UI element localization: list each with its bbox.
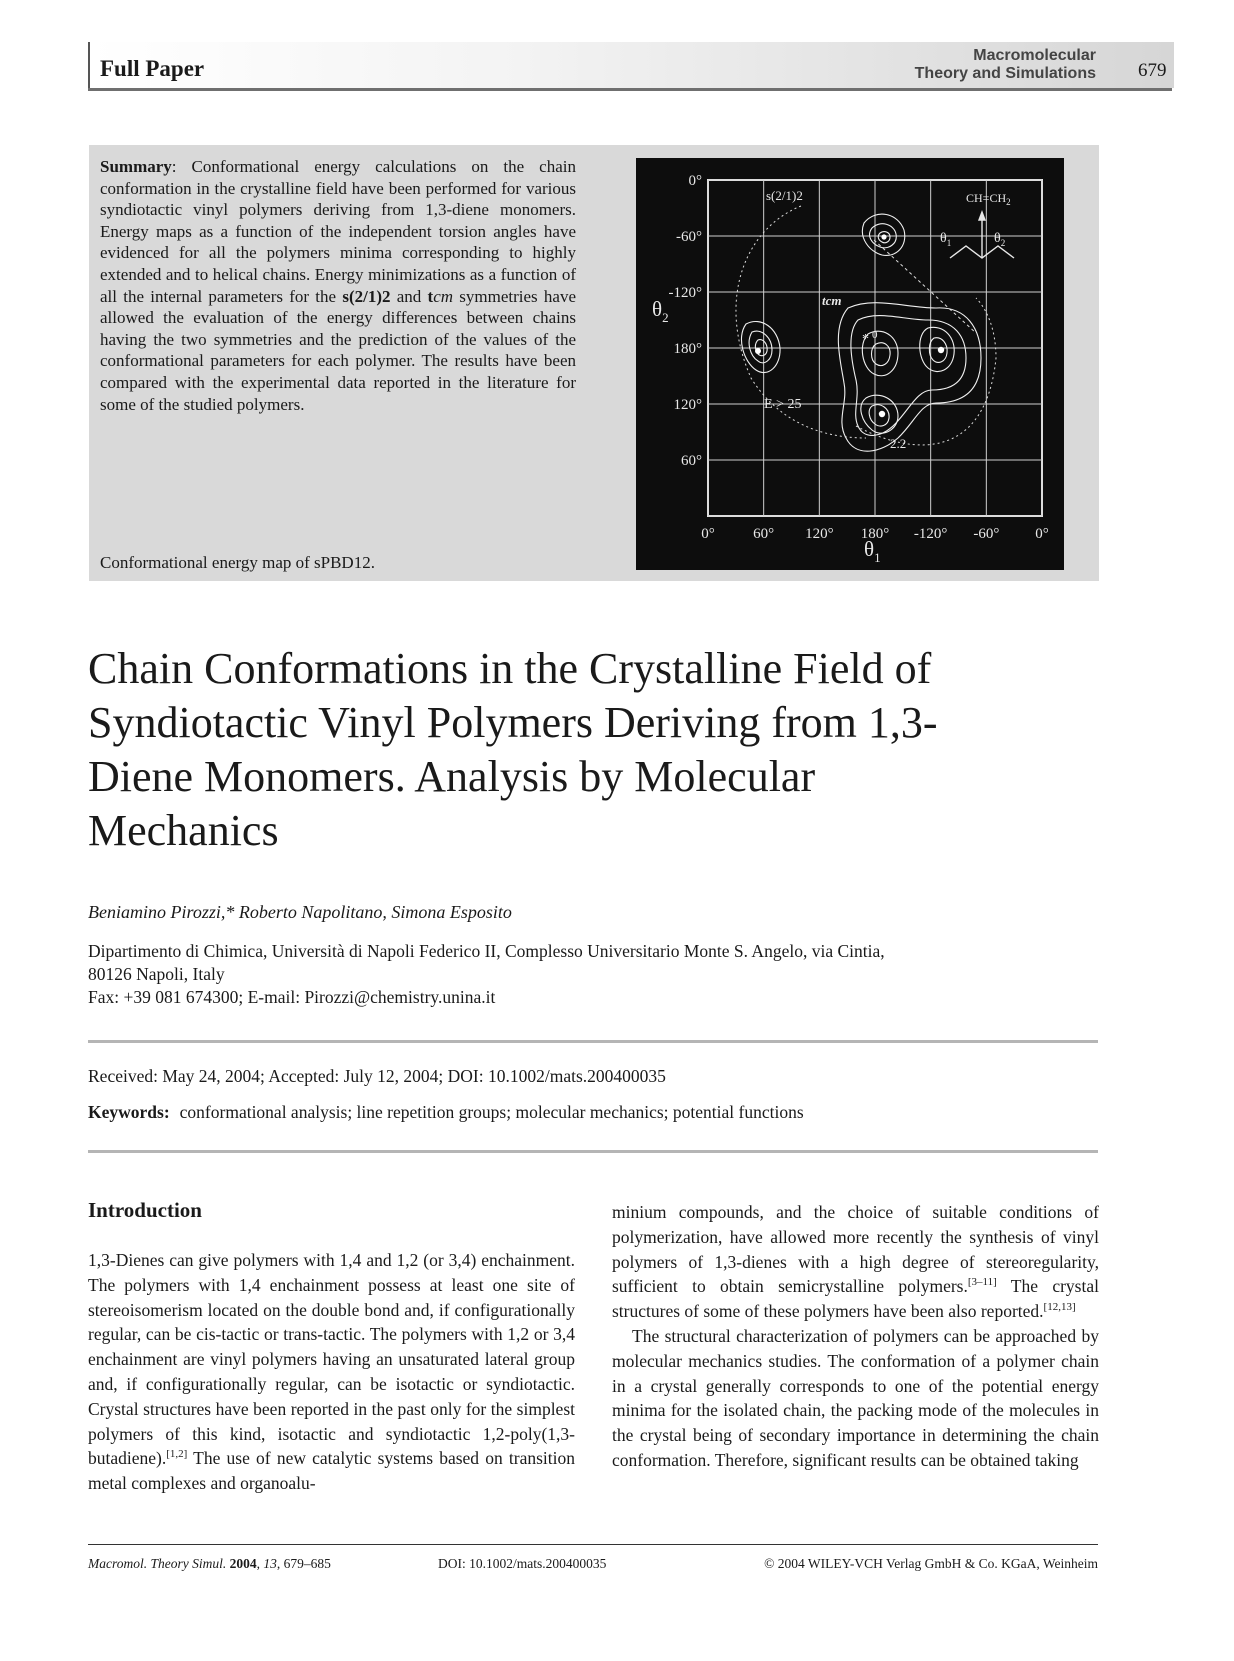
footer-journal: Macromol. Theory Simul. [88,1556,227,1571]
contour-region-main [838,303,981,452]
keywords-label: Keywords: [88,1102,170,1122]
x-tick-label: -120° [913,526,948,542]
summary-text-3: symmetries have allowed the evaluation of the energy differences between chains having the two symmetries and the prediction of the values of the conformational parameters for each polymer. The results have been compared with the experimental data reported in the literature for some of the studied polymers. [100,286,577,414]
y-tick-label: 120° [673,397,702,413]
footer-doi: DOI: 10.1002/mats.200400035 [438,1556,607,1571]
y-tick-label: -120° [668,285,702,301]
helix-dashed-line [874,240,976,333]
minimum-dot-upper [881,234,886,239]
y-tick-label: 180° [673,341,702,357]
affiliation [88,940,1048,1009]
intro-text-1b: The use of new catalytic systems based on transition metal complexes and organoalu- [88,1448,575,1494]
symmetry-tcm-cm: cm [433,286,454,306]
y-tick-label: 0° [688,173,702,189]
label-zero: 0 [872,329,878,341]
footer-year: 2004 [229,1556,257,1571]
y-axis-symbol: θ [652,297,663,321]
authors: Beniamino Pirozzi,* Roberto Napolitano, Simona Esposito [88,902,512,922]
y-tick-label: -60° [676,229,702,245]
label-chch2: CH=CH [966,191,1007,205]
x-tick-label: 120° [805,526,834,542]
citation-12-13: [12,13] [1043,1301,1076,1314]
x-tick-labels [701,526,1049,542]
publication-dates: Received: May 24, 2004; Accepted: July 12, 2004; DOI: 10.1002/mats.200400035 [88,1066,666,1086]
x-tick-label: 60° [753,526,775,542]
divider-top [88,1040,1098,1043]
summary-label: Summary [100,157,172,176]
affiliation-contact: Fax: +39 081 674300; E-mail: Pirozzi@chemistry.unina.it [88,987,496,1007]
divider-bottom [88,1150,1098,1153]
y-axis-subscript: 2 [662,310,669,325]
page-number: 679 [1138,60,1167,81]
citation-3-11: [3–11] [967,1276,997,1289]
grid-lines [708,180,1042,516]
article-title: Chain Conformations in the Crystalline Field of Syndiotactic Vinyl Polymers Deriving from 1,3-Diene Monomers. Analysis by Molecular Mechanics [88,644,938,855]
label-s21: s(2/1)2 [766,188,803,203]
intro-paragraph-1-continued [612,1200,1099,1324]
label-theta2-sub: 2 [1000,238,1006,248]
footer-citation: Macromol. Theory Simul. 2004, 13, 679–685 [88,1556,331,1571]
footer-copyright: © 2004 WILEY-VCH Verlag GmbH & Co. KGaA, Weinheim [764,1556,1098,1571]
intro-text-2a: minium compounds, and the choice of suitable conditions of polymerization, have allowed more recently the synthesis of vinyl polymers of 1,3-dienes with a high degree of stereoregularity, sufficient to obtain semicrystalline polymers. [612,1202,1099,1297]
footer-volume: 13 [263,1556,277,1571]
minimum-dot-right [938,347,944,353]
chain-schematic-icon [950,212,1014,258]
affiliation-line1: Dipartimento di Chimica, Università di Napoli Federico II, Complesso Universitario Monte S. Angelo, via Cintia, [88,941,885,961]
energy-map-svg [636,158,1064,570]
label-star: * [862,332,869,347]
minimum-dot-left [755,348,761,354]
label-22: 2.2 [890,436,907,451]
label-theta2-symbol: θ [994,231,1001,246]
x-tick-label: 0° [1035,526,1049,542]
label-theta2 [994,231,1005,248]
minimum-markers [755,234,944,417]
journal-name [915,47,1096,83]
chain-wedge [979,212,985,220]
affiliation-line2: 80126 Napoli, Italy [88,964,225,984]
citation-1-2: [1,2] [166,1448,188,1461]
intro-text-1a: 1,3-Dienes can give polymers with 1,4 and 1,2 (or 3,4) enchainment. The polymers with 1,4 enchainment possess at least one site of stereoisomerism located on the double bond and, if configurationally regular, can be cis-tactic or trans-tactic. The polymers with 1,2 or 3,4 enchainment are vinyl polymers having an unsaturated lateral group and, if configurationally regular, can be isotactic or syndiotactic. Crystal structures have been reported in the past only for the simplest polymers of this kind, isotactic and syndiotactic 1,2-poly(1,3-butadiene). [88,1250,575,1469]
y-axis-label [652,297,669,325]
body-column-right [612,1200,1099,1473]
section-heading-introduction: Introduction [88,1198,202,1222]
summary-text-2: and [390,286,428,306]
summary-text [100,156,576,415]
label-theta1-sub: 1 [946,238,952,248]
label-chch2-sub: 2 [1006,197,1011,207]
label-tcm: tcm [822,293,842,308]
symmetry-tcm-t: t [427,286,434,306]
label-energy-threshold: E > 25 [764,397,802,412]
label-vinyl-group [966,191,1011,207]
x-tick-label: 0° [701,526,715,542]
label-theta1-symbol: θ [940,231,947,246]
figure-caption: Conformational energy map of sPBD12. [100,553,375,572]
label-theta1 [940,231,951,248]
intro-text-2b: The crystal structures of some of these polymers have been also reported. [612,1276,1099,1322]
x-tick-label: 180° [860,526,890,542]
keywords [88,1102,804,1123]
contour-region-left [741,321,780,372]
x-tick-label: -60° [973,526,1000,542]
x-axis-symbol: θ [864,537,875,561]
body-column-left [88,1248,575,1496]
symmetry-s21: s(2/1)2 [342,286,391,306]
intro-paragraph-1 [88,1248,575,1496]
header-rule [88,88,1172,91]
minimum-dot-lower [879,411,885,417]
intro-paragraph-2: The structural characterization of polymers can be approached by molecular mechanics studies. The conformation of a polymer chain in a crystal generally corresponds to one of the potential energy minima for the isolated chain, the packing mode of the molecules in the crystal being of secondary importance in determining the chain conformation. Therefore, significant results can be obtained taking [612,1325,1099,1470]
summary-text-1: : Conformational energy calculations on the chain conformation in the crystalline field have been performed for various syndiotactic vinyl polymers deriving from 1,3-diene monomers. Energy maps as a function of the independent torsion angles have evidenced for all the polymers minima corresponding to highly extended and to helical chains. Energy minimizations as a function of all the internal parameters for the [100,157,576,306]
footer-rule [88,1544,1098,1545]
footer-pages: , 679–685 [276,1556,331,1571]
x-axis-subscript: 1 [874,550,881,565]
keywords-text: conformational analysis; line repetition groups; molecular mechanics; potential functions [179,1102,804,1122]
y-tick-label: 60° [681,453,702,469]
journal-name-line1: Macromolecular [973,47,1096,64]
section-label: Full Paper [100,56,205,81]
energy-map-figure [636,158,1064,570]
y-tick-labels [669,173,703,469]
map-annotations [764,188,1011,451]
journal-name-line2: Theory and Simulations [914,65,1096,82]
